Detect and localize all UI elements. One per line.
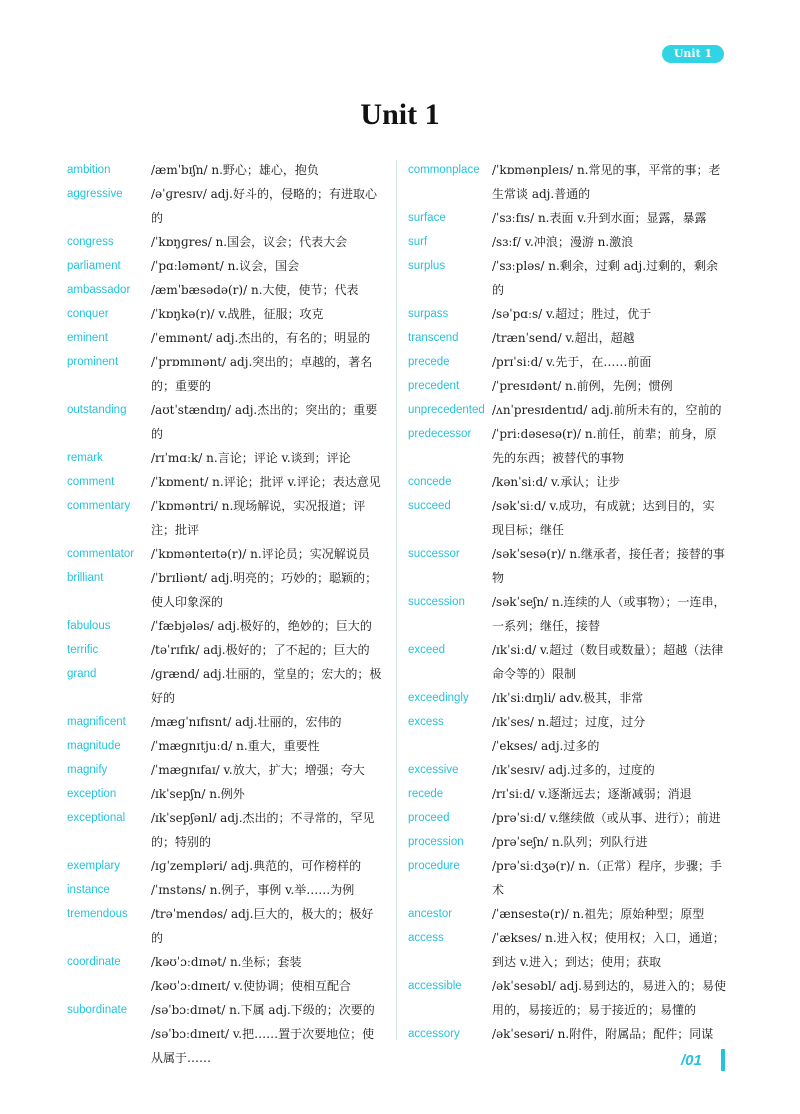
vocab-definition: /ˈpresɪdənt/ n.前例，先例；惯例 [492, 379, 673, 393]
vocab-entry [67, 974, 385, 998]
vocab-word: conquer [67, 308, 109, 320]
vocab-definition: /æmˈbæsədə(r)/ n.大使，使节；代表 [151, 283, 359, 297]
vocab-entry [67, 782, 385, 806]
vocab-word: exemplary [67, 860, 121, 872]
vocab-definition: /ɪkˈsiːd/ v.超过（数目或数量）；超越（法律命令等的）限制 [492, 643, 724, 681]
vocab-definition: /kənˈsiːd/ v.承认；让步 [492, 475, 621, 489]
vocab-definition: /ˈpriːdəsesə(r)/ n.前任，前辈；前身，原先的东西；被替代的事物 [492, 427, 717, 465]
vocab-definition: /prəˈsiːdʒə(r)/ n.（正常）程序，步骤；手术 [492, 859, 722, 897]
vocab-definition: /səˈbɔːdɪneɪt/ v.把……置于次要地位；使从属于…… [151, 1027, 375, 1065]
vocab-word: brilliant [67, 572, 104, 584]
vocab-entry [67, 614, 385, 638]
vocab-entry [67, 158, 385, 182]
unit-tab: Unit 1 [662, 45, 724, 63]
vocab-definition: /ˈkɒməntri/ n.现场解说，实况报道；评注；批评 [151, 499, 366, 537]
vocab-word: magnitude [67, 740, 121, 752]
vocab-word: eminent [67, 332, 108, 344]
vocab-word: remark [67, 452, 103, 464]
vocab-word [67, 1022, 151, 1070]
vocab-definition: /ˈmæɡnɪtjuːd/ n.重大，重要性 [151, 739, 320, 753]
vocab-entry [408, 542, 726, 590]
vocab-definition: /ʌnˈpresɪdentɪd/ adj.前所未有的，空前的 [492, 403, 722, 417]
vocab-word: tremendous [67, 908, 128, 920]
vocab-definition: /prɪˈsiːd/ v.先于，在……前面 [492, 355, 652, 369]
vocab-entry [67, 542, 385, 566]
vocab-definition: /ˈpɑːləmənt/ n.议会，国会 [151, 259, 300, 273]
vocab-definition: /səkˈsiːd/ v.成功，有成就；达到目的，实现目标；继任 [492, 499, 715, 537]
vocab-definition: /rɪˈmɑːk/ n.言论；评论 v.谈到；评论 [151, 451, 351, 465]
vocab-entry [67, 758, 385, 782]
vocab-definition: /səkˈseʃn/ n.连续的人（或事物）；一连串，一系列；继任，接替 [492, 595, 726, 633]
vocab-word: precedent [408, 380, 460, 392]
vocab-word: magnify [67, 764, 108, 776]
vocab-entry [67, 350, 385, 398]
vocab-definition: /ˈbrɪliənt/ adj.明亮的；巧妙的；聪颖的；使人印象深的 [151, 571, 378, 609]
vocab-entry [67, 278, 385, 302]
vocab-definition: /səˈbɔːdɪnət/ n.下属 adj.下级的；次要的 [151, 1003, 375, 1017]
vocab-word: surpass [408, 308, 449, 320]
vocab-word: surf [408, 236, 428, 248]
vocab-definition: /səˈpɑːs/ v.超过；胜过，优于 [492, 307, 652, 321]
vocab-definition: /trænˈsend/ v.超出，超越 [492, 331, 635, 345]
vocab-definition: /prəˈseʃn/ n.队列；列队行进 [492, 835, 648, 849]
vocab-word: exceedingly [408, 692, 469, 704]
vocab-entry [408, 398, 726, 422]
vocab-definition: /ˈsɜːfɪs/ n.表面 v.升到水面；显露，暴露 [492, 211, 707, 225]
vocab-word: transcend [408, 332, 459, 344]
vocab-word: parliament [67, 260, 121, 272]
vocab-word: comment [67, 476, 115, 488]
vocab-definition: /ɪkˈses/ n.超过；过度，过分 [492, 715, 646, 729]
vocab-entry [67, 302, 385, 326]
vocab-definition: /ˈsɜːpləs/ n.剩余，过剩 adj.过剩的，剩余的 [492, 259, 719, 297]
vocab-definition: /səkˈsesə(r)/ n.继承者，接任者；接替的事物 [492, 547, 725, 585]
vocab-entry [67, 470, 385, 494]
vocab-definition: /ˈfæbjələs/ adj.极好的，绝妙的；巨大的 [151, 619, 372, 633]
vocab-entry [408, 806, 726, 830]
vocab-definition: /kəʊˈɔːdɪneɪt/ v.使协调；使相互配合 [151, 979, 351, 993]
vocab-definition: /ˈemɪnənt/ adj.杰出的，有名的；明显的 [151, 331, 371, 345]
column-divider [396, 160, 397, 1040]
vocab-definition: /ˈprɒmɪnənt/ adj.突出的；卓越的，著名的；重要的 [151, 355, 373, 393]
vocab-word: succeed [408, 500, 451, 512]
vocab-word: outstanding [67, 404, 127, 416]
vocab-definition: /əˈɡresɪv/ adj.好斗的，侵略的；有进取心的 [151, 187, 377, 225]
vocab-word: commentator [67, 548, 135, 560]
vocab-definition: /ˈɪnstəns/ n.例子，事例 v.举……为例 [151, 883, 355, 897]
vocab-entry [408, 974, 726, 1022]
vocab-entry [67, 662, 385, 710]
vocab-entry [67, 854, 385, 878]
vocab-entry [408, 902, 726, 926]
vocab-word: recede [408, 788, 444, 800]
vocab-word: accessible [408, 980, 462, 992]
vocab-definition: /ɪkˈsepʃn/ n.例外 [151, 787, 245, 801]
vocab-entry [408, 254, 726, 302]
vocab-definition: /əkˈsesəbl/ adj.易到达的，易进入的；易使用的，易接近的；易于接近的；易懂的 [492, 979, 726, 1017]
vocab-entry [67, 734, 385, 758]
vocab-definition: /rɪˈsiːd/ v.逐渐远去；逐渐减弱；消退 [492, 787, 692, 801]
vocab-definition: /prəˈsiːd/ v.继续做（或从事、进行）；前进 [492, 811, 721, 825]
right-column [408, 158, 726, 1046]
vocab-word: magnificent [67, 716, 126, 728]
vocab-word: successor [408, 548, 460, 560]
vocab-word: aggressive [67, 188, 123, 200]
vocab-entry [408, 470, 726, 494]
vocab-word [67, 974, 151, 998]
vocab-entry [408, 350, 726, 374]
vocab-entry [67, 998, 385, 1022]
vocab-definition: /ˈkɒmənteɪtə(r)/ n.评论员；实况解说员 [151, 547, 370, 561]
vocab-entry [408, 590, 726, 638]
vocab-word: fabulous [67, 620, 111, 632]
vocab-word: ambition [67, 164, 111, 176]
vocab-definition: /əkˈsesəri/ n.附件，附属品；配件；同谋 [492, 1027, 714, 1041]
vocab-entry [408, 734, 726, 758]
page-title: Unit 1 [360, 98, 440, 131]
page-number-bar [721, 1049, 725, 1071]
vocab-word: proceed [408, 812, 450, 824]
vocab-word: commonplace [408, 164, 480, 176]
page-number: /01 [681, 1052, 702, 1069]
vocab-word: surplus [408, 260, 446, 272]
vocab-entry [408, 710, 726, 734]
vocab-definition: /mæɡˈnɪfɪsnt/ adj.壮丽的，宏伟的 [151, 715, 342, 729]
vocab-definition: /trəˈmendəs/ adj.巨大的，极大的；极好的 [151, 907, 374, 945]
vocab-entry [408, 302, 726, 326]
vocab-definition: /ˈkɒment/ n.评论；批评 v.评论；表达意见 [151, 475, 381, 489]
vocab-entry [67, 182, 385, 230]
vocab-entry [408, 854, 726, 902]
vocab-word: prominent [67, 356, 119, 368]
vocab-word: procession [408, 836, 464, 848]
vocab-definition: /ɪɡˈzempləri/ adj.典范的，可作榜样的 [151, 859, 362, 873]
vocab-entry [408, 926, 726, 974]
vocab-word: succession [408, 596, 465, 608]
vocab-word: excessive [408, 764, 459, 776]
vocab-entry [408, 374, 726, 398]
vocab-entry [67, 566, 385, 614]
vocab-word: predecessor [408, 428, 472, 440]
vocab-word: congress [67, 236, 114, 248]
vocab-definition: /ˈkɒŋkə(r)/ v.战胜，征服；攻克 [151, 307, 324, 321]
vocab-definition: /ˈænsestə(r)/ n.祖先；原始种型；原型 [492, 907, 705, 921]
vocab-entry [408, 1022, 726, 1046]
vocab-word: instance [67, 884, 110, 896]
vocab-entry [67, 1022, 385, 1070]
vocab-entry [67, 638, 385, 662]
vocab-word: exception [67, 788, 117, 800]
vocab-word: exceed [408, 644, 446, 656]
vocab-entry [408, 230, 726, 254]
vocab-entry [408, 206, 726, 230]
vocab-word: ancestor [408, 908, 453, 920]
vocab-definition: /ɪkˈsesɪv/ adj.过多的，过度的 [492, 763, 655, 777]
vocab-word: unprecedented [408, 404, 485, 416]
vocab-word: precede [408, 356, 450, 368]
vocab-entry [408, 758, 726, 782]
vocab-word: access [408, 932, 444, 944]
vocab-definition: /sɜːf/ v.冲浪；漫游 n.激浪 [492, 235, 634, 249]
vocab-word: accessory [408, 1028, 460, 1040]
vocab-word: grand [67, 668, 97, 680]
vocab-entry [67, 902, 385, 950]
vocab-word: surface [408, 212, 446, 224]
vocab-entry [67, 230, 385, 254]
vocab-entry [408, 158, 726, 206]
vocab-word [408, 734, 492, 758]
vocab-entry [67, 710, 385, 734]
vocab-entry [67, 446, 385, 470]
vocab-entry [67, 254, 385, 278]
vocab-definition: /aʊtˈstændɪŋ/ adj.杰出的；突出的；重要的 [151, 403, 378, 441]
vocab-entry [67, 326, 385, 350]
left-column [67, 158, 385, 1070]
vocab-entry [67, 398, 385, 446]
vocab-definition: /ˈækses/ n.进入权；使用权；入口，通道；到达 v.进入；到达；使用；获取 [492, 931, 725, 969]
vocab-entry [408, 830, 726, 854]
vocab-definition: /ˈkɒmənpleɪs/ n.常见的事，平常的事；老生常谈 adj.普通的 [492, 163, 721, 201]
vocab-word: exceptional [67, 812, 126, 824]
vocab-definition: /ɪkˈsepʃənl/ adj.杰出的；不寻常的，罕见的；特别的 [151, 811, 375, 849]
vocab-definition: /ɡrænd/ adj.壮丽的，堂皇的；宏大的；极好的 [151, 667, 382, 705]
vocab-word: coordinate [67, 956, 121, 968]
vocab-word: ambassador [67, 284, 131, 296]
vocab-entry [67, 806, 385, 854]
vocab-entry [408, 686, 726, 710]
vocab-definition: /ˈmæɡnɪfaɪ/ v.放大，扩大；增强；夸大 [151, 763, 365, 777]
vocab-word: concede [408, 476, 452, 488]
vocab-entry [408, 494, 726, 542]
vocab-word: commentary [67, 500, 131, 512]
vocab-word: procedure [408, 860, 460, 872]
vocab-entry [67, 494, 385, 542]
vocab-entry [408, 638, 726, 686]
vocab-word: terrific [67, 644, 99, 656]
vocab-entry [67, 878, 385, 902]
vocab-definition: /ˈkɒŋɡres/ n.国会，议会；代表大会 [151, 235, 348, 249]
vocab-entry [408, 422, 726, 470]
vocab-definition: /ˈekses/ adj.过多的 [492, 739, 600, 753]
vocab-entry [408, 782, 726, 806]
vocab-word: excess [408, 716, 444, 728]
vocab-definition: /ɪkˈsiːdɪŋli/ adv.极其，非常 [492, 691, 644, 705]
vocab-definition: /æmˈbɪʃn/ n.野心；雄心，抱负 [151, 163, 319, 177]
vocab-entry [67, 950, 385, 974]
vocab-definition: /təˈrɪfɪk/ adj.极好的；了不起的；巨大的 [151, 643, 370, 657]
vocab-definition: /kəʊˈɔːdɪnət/ n.坐标；套装 [151, 955, 302, 969]
vocab-word: subordinate [67, 1004, 128, 1016]
vocab-entry [408, 326, 726, 350]
